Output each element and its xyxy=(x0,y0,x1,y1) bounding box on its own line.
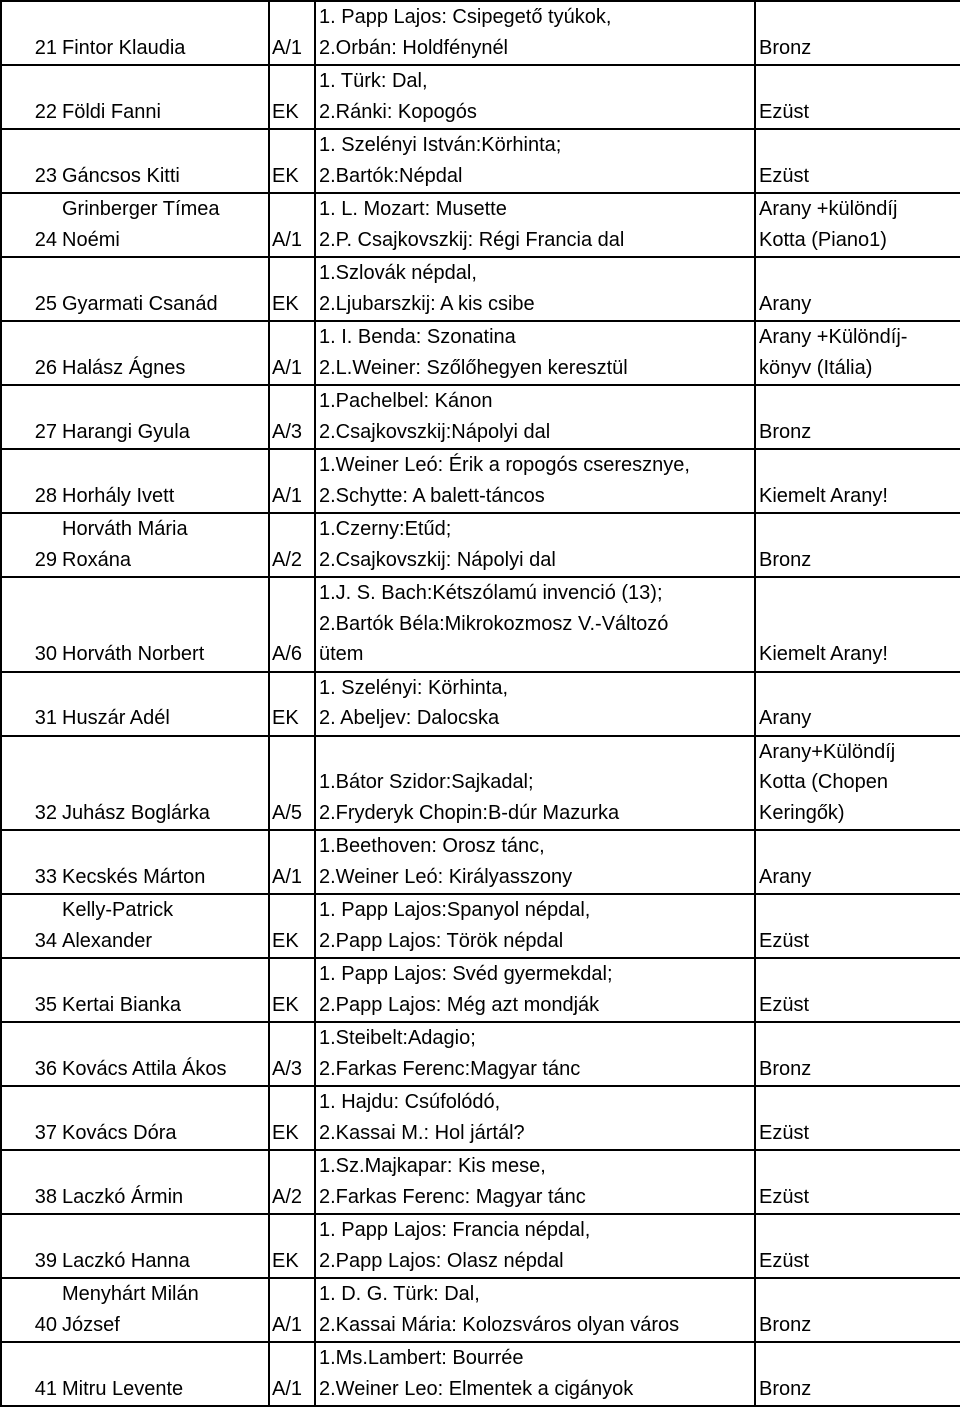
table-row xyxy=(1,385,960,449)
result xyxy=(755,449,960,513)
row-number: 35 xyxy=(1,958,59,1022)
repertoire-line: 1. Papp Lajos: Csipegető tyúkok, xyxy=(319,6,612,28)
result-line: Ezüst xyxy=(759,993,810,1016)
result-line: Kotta (Chopen xyxy=(759,771,888,793)
participant-name xyxy=(59,513,269,577)
participant-name-line: Kovács Attila Ákos xyxy=(62,1057,227,1080)
participant-name xyxy=(59,1022,269,1086)
participant-name-line: Grinberger Tímea xyxy=(62,198,220,220)
repertoire-line: 1.Szlovák népdal, xyxy=(319,262,477,284)
repertoire-line: 1. I. Benda: Szonatina xyxy=(319,326,516,348)
repertoire-line: 1. Papp Lajos:Spanyol népdal, xyxy=(319,899,591,921)
result-line: Kiemelt Arany! xyxy=(759,643,888,665)
result-line: Bronz xyxy=(759,1377,812,1400)
table-row xyxy=(1,129,960,193)
result-line: Arany +Különdíj- xyxy=(759,326,908,348)
result-line: Keringők) xyxy=(759,801,845,824)
participant-name xyxy=(59,193,269,257)
participant-name xyxy=(59,129,269,193)
repertoire-line: 2.Papp Lajos: Még azt mondják xyxy=(319,993,600,1016)
table-row xyxy=(1,736,960,831)
category: A/3 xyxy=(269,385,315,449)
participant-name xyxy=(59,1150,269,1214)
repertoire-line: 2.Farkas Ferenc: Magyar tánc xyxy=(319,1185,586,1208)
table-row xyxy=(1,1214,960,1278)
result xyxy=(755,1342,960,1406)
result-line: Ezüst xyxy=(759,929,810,952)
repertoire-line: 1. L. Mozart: Musette xyxy=(319,198,507,220)
repertoire-line: 2.L.Weiner: Szőlőhegyen keresztül xyxy=(319,356,628,379)
row-number: 34 xyxy=(1,894,59,958)
repertoire-line: 2.Kassai M.: Hol jártál? xyxy=(319,1121,525,1144)
category: EK xyxy=(269,65,315,129)
result xyxy=(755,257,960,321)
table-row xyxy=(1,672,960,736)
category: A/1 xyxy=(269,321,315,385)
result-line: Ezüst xyxy=(759,1249,810,1272)
result-line: Arany xyxy=(759,865,812,888)
row-number: 26 xyxy=(1,321,59,385)
result-line: Arany+Különdíj xyxy=(759,740,896,763)
participant-name-line: Alexander xyxy=(62,929,153,952)
result xyxy=(755,1022,960,1086)
result xyxy=(755,736,960,831)
category: A/1 xyxy=(269,1342,315,1406)
result xyxy=(755,1,960,65)
repertoire-line: 2.Schytte: A balett-táncos xyxy=(319,484,545,507)
result-line: könyv (Itália) xyxy=(759,356,873,379)
repertoire xyxy=(315,958,755,1022)
result xyxy=(755,1086,960,1150)
participant-name xyxy=(59,958,269,1022)
repertoire-line: 2.Papp Lajos: Török népdal xyxy=(319,929,564,952)
result-line: Ezüst xyxy=(759,1121,810,1144)
row-number: 32 xyxy=(1,736,59,831)
result-line: Arany xyxy=(759,292,812,315)
repertoire-line: 1. Papp Lajos: Francia népdal, xyxy=(319,1219,591,1241)
category: A/5 xyxy=(269,736,315,831)
category: EK xyxy=(269,257,315,321)
repertoire xyxy=(315,830,755,894)
repertoire-line: 2.P. Csajkovszkij: Régi Francia dal xyxy=(319,228,625,251)
result-line: Kiemelt Arany! xyxy=(759,484,888,507)
repertoire-line: 1. Szelényi István:Körhinta; xyxy=(319,134,562,156)
participant-name-line: Horváth Norbert xyxy=(62,643,205,665)
result-line: Kotta (Piano1) xyxy=(759,228,887,251)
participant-name xyxy=(59,1278,269,1342)
participant-name-line: Kertai Bianka xyxy=(62,993,181,1016)
repertoire-line: 1. Hajdu: Csúfolódó, xyxy=(319,1091,501,1113)
table-row xyxy=(1,449,960,513)
participant-name xyxy=(59,830,269,894)
row-number: 24 xyxy=(1,193,59,257)
repertoire xyxy=(315,385,755,449)
repertoire-line: 2.Farkas Ferenc:Magyar tánc xyxy=(319,1057,581,1080)
result xyxy=(755,193,960,257)
repertoire-line: 2.Kassai Mária: Kolozsváros olyan város xyxy=(319,1313,680,1336)
table-row xyxy=(1,257,960,321)
category: A/2 xyxy=(269,513,315,577)
participant-name-line: Gyarmati Csanád xyxy=(62,292,218,315)
category: EK xyxy=(269,894,315,958)
participant-name xyxy=(59,894,269,958)
category: EK xyxy=(269,1086,315,1150)
result-line: Bronz xyxy=(759,420,812,443)
repertoire xyxy=(315,513,755,577)
repertoire xyxy=(315,1022,755,1086)
participant-name xyxy=(59,65,269,129)
participant-name-line: Juhász Boglárka xyxy=(62,801,210,824)
participant-name-line: Horváth Mária xyxy=(62,518,188,540)
participant-name-line: Mitru Levente xyxy=(62,1377,184,1400)
repertoire-line: 2.Fryderyk Chopin:B-dúr Mazurka xyxy=(319,801,620,824)
row-number: 22 xyxy=(1,65,59,129)
result xyxy=(755,958,960,1022)
result-line: Ezüst xyxy=(759,1185,810,1208)
participant-name xyxy=(59,1214,269,1278)
category: A/2 xyxy=(269,1150,315,1214)
participant-name-line: Kecskés Márton xyxy=(62,865,206,888)
result xyxy=(755,1214,960,1278)
category: A/6 xyxy=(269,577,315,672)
participant-name-line: Fintor Klaudia xyxy=(62,36,186,59)
result xyxy=(755,577,960,672)
participant-name xyxy=(59,672,269,736)
participant-name-line: Földi Fanni xyxy=(62,100,161,123)
participant-name xyxy=(59,736,269,831)
repertoire-line: 2.Bartók Béla:Mikrokozmosz V.-Változó xyxy=(319,612,669,635)
table-row xyxy=(1,321,960,385)
participant-name-line: Laczkó Hanna xyxy=(62,1249,190,1272)
repertoire xyxy=(315,1086,755,1150)
repertoire xyxy=(315,129,755,193)
result-line: Bronz xyxy=(759,1057,812,1080)
row-number: 36 xyxy=(1,1022,59,1086)
repertoire xyxy=(315,1150,755,1214)
repertoire xyxy=(315,193,755,257)
participant-name xyxy=(59,257,269,321)
table-row xyxy=(1,958,960,1022)
category: EK xyxy=(269,1214,315,1278)
repertoire-line: 1.Pachelbel: Kánon xyxy=(319,390,493,412)
repertoire-line: 2.Weiner Leo: Elmentek a cigányok xyxy=(319,1377,634,1400)
category: EK xyxy=(269,672,315,736)
participant-name xyxy=(59,577,269,672)
category: EK xyxy=(269,129,315,193)
result xyxy=(755,830,960,894)
repertoire-line: 1.Weiner Leó: Érik a ropogós cseresznye, xyxy=(319,454,690,476)
repertoire-line: 2.Papp Lajos: Olasz népdal xyxy=(319,1249,564,1272)
row-number: 25 xyxy=(1,257,59,321)
participant-name xyxy=(59,1,269,65)
table-row xyxy=(1,193,960,257)
repertoire-line: 1.Czerny:Etűd; xyxy=(319,518,452,540)
participant-name-line: Menyhárt Milán xyxy=(62,1283,199,1305)
row-number: 29 xyxy=(1,513,59,577)
table-row xyxy=(1,1278,960,1342)
participant-name-line: Roxána xyxy=(62,548,131,571)
result-line: Bronz xyxy=(759,36,812,59)
participant-name-line: József xyxy=(62,1313,120,1336)
repertoire xyxy=(315,321,755,385)
row-number: 38 xyxy=(1,1150,59,1214)
repertoire xyxy=(315,257,755,321)
result-line: Ezüst xyxy=(759,100,810,123)
category: A/1 xyxy=(269,830,315,894)
table-row xyxy=(1,1150,960,1214)
repertoire-line: 2.Csajkovszkij:Nápolyi dal xyxy=(319,420,551,443)
row-number: 21 xyxy=(1,1,59,65)
result xyxy=(755,129,960,193)
result xyxy=(755,513,960,577)
repertoire-line: 1. D. G. Türk: Dal, xyxy=(319,1283,480,1305)
repertoire-line: 1.Ms.Lambert: Bourrée xyxy=(319,1347,524,1369)
participant-name xyxy=(59,449,269,513)
repertoire-line: 1.Sz.Majkapar: Kis mese, xyxy=(319,1155,546,1177)
table-row xyxy=(1,1086,960,1150)
table-row xyxy=(1,1022,960,1086)
repertoire xyxy=(315,672,755,736)
result xyxy=(755,672,960,736)
participant-name xyxy=(59,321,269,385)
category: A/1 xyxy=(269,1278,315,1342)
participant-name-line: Kelly-Patrick xyxy=(62,899,174,921)
category: A/1 xyxy=(269,449,315,513)
participant-name-line: Kovács Dóra xyxy=(62,1121,177,1144)
table-row xyxy=(1,894,960,958)
row-number: 40 xyxy=(1,1278,59,1342)
participant-name xyxy=(59,1342,269,1406)
participant-name-line: Harangi Gyula xyxy=(62,420,190,443)
result xyxy=(755,385,960,449)
repertoire-line: 2. Abeljev: Dalocska xyxy=(319,707,500,729)
repertoire xyxy=(315,449,755,513)
repertoire-line: 1.Bátor Szidor:Sajkadal; xyxy=(319,771,534,793)
result-line: Arany +különdíj xyxy=(759,198,898,220)
result-line: Ezüst xyxy=(759,164,810,187)
participant-name xyxy=(59,1086,269,1150)
repertoire xyxy=(315,577,755,672)
repertoire-line: 1.Steibelt:Adagio; xyxy=(319,1027,476,1049)
repertoire-line: 1.J. S. Bach:Kétszólamú invenció (13); xyxy=(319,582,663,604)
result-line: Bronz xyxy=(759,1313,812,1336)
participant-name-line: Gáncsos Kitti xyxy=(62,164,180,187)
result xyxy=(755,65,960,129)
participant-name-line: Horhály Ivett xyxy=(62,484,175,507)
repertoire xyxy=(315,894,755,958)
repertoire-line: 2.Weiner Leó: Királyasszony xyxy=(319,865,573,888)
repertoire xyxy=(315,736,755,831)
repertoire-line: 2.Bartók:Népdal xyxy=(319,164,463,187)
category: A/3 xyxy=(269,1022,315,1086)
repertoire xyxy=(315,1278,755,1342)
repertoire xyxy=(315,1,755,65)
repertoire-line: 1.Beethoven: Orosz tánc, xyxy=(319,835,545,857)
table-row xyxy=(1,65,960,129)
repertoire-line: 1. Szelényi: Körhinta, xyxy=(319,676,508,699)
category: EK xyxy=(269,958,315,1022)
category: A/1 xyxy=(269,1,315,65)
repertoire-line: ütem xyxy=(319,643,364,665)
repertoire xyxy=(315,65,755,129)
row-number: 37 xyxy=(1,1086,59,1150)
participant-name xyxy=(59,385,269,449)
repertoire xyxy=(315,1342,755,1406)
participant-name-line: Noémi xyxy=(62,228,120,251)
table-row xyxy=(1,577,960,672)
participant-name-line: Laczkó Ármin xyxy=(62,1185,184,1208)
repertoire-line: 2.Orbán: Holdfénynél xyxy=(319,36,509,59)
repertoire-line: 1. Papp Lajos: Svéd gyermekdal; xyxy=(319,963,613,985)
result xyxy=(755,1278,960,1342)
repertoire-line: 1. Türk: Dal, xyxy=(319,70,428,92)
table-row xyxy=(1,1342,960,1406)
row-number: 31 xyxy=(1,672,59,736)
participant-name-line: Halász Ágnes xyxy=(62,356,186,379)
table-row xyxy=(1,1,960,65)
table-row xyxy=(1,830,960,894)
repertoire-line: 2.Ránki: Kopogós xyxy=(319,100,477,123)
row-number: 39 xyxy=(1,1214,59,1278)
result-line: Arany xyxy=(759,707,812,729)
result xyxy=(755,321,960,385)
row-number: 27 xyxy=(1,385,59,449)
table-row xyxy=(1,513,960,577)
repertoire-line: 2.Csajkovszkij: Nápolyi dal xyxy=(319,548,556,571)
row-number: 33 xyxy=(1,830,59,894)
repertoire xyxy=(315,1214,755,1278)
results-table-body xyxy=(1,1,960,1406)
row-number: 23 xyxy=(1,129,59,193)
participant-name-line: Huszár Adél xyxy=(62,707,170,729)
row-number: 28 xyxy=(1,449,59,513)
result-line: Bronz xyxy=(759,548,812,571)
category: A/1 xyxy=(269,193,315,257)
repertoire-line: 2.Ljubarszkij: A kis csibe xyxy=(319,292,535,315)
row-number: 41 xyxy=(1,1342,59,1406)
row-number: 30 xyxy=(1,577,59,672)
result xyxy=(755,1150,960,1214)
result xyxy=(755,894,960,958)
